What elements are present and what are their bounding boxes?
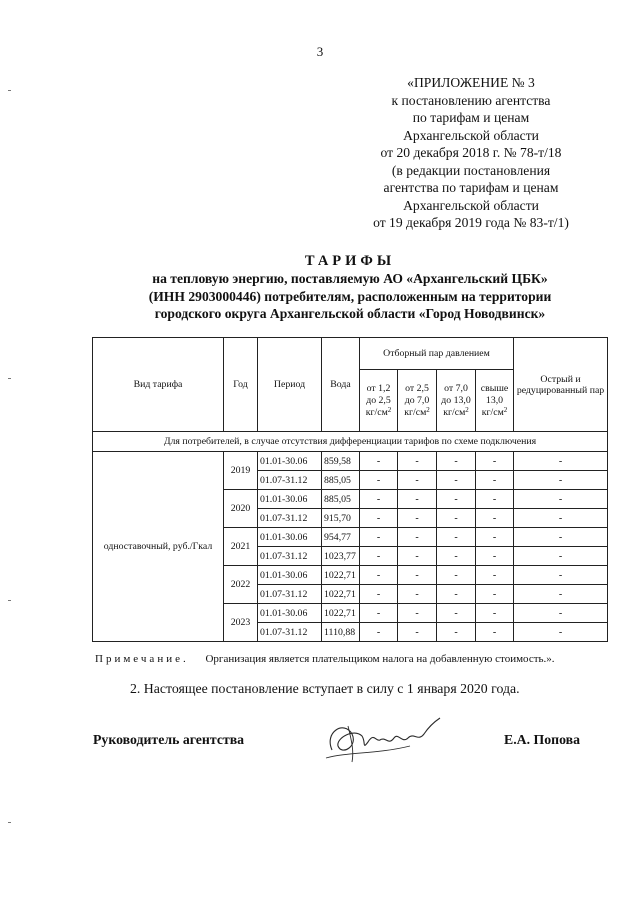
- empty-tariff-cell: -: [514, 547, 608, 566]
- header-steam-1: от 1,2 до 2,5 $кг/см^2$: [360, 370, 398, 432]
- title-line: городского округа Архангельской области «Город Новодвинск»: [154, 306, 546, 321]
- water-tariff-cell: 1022,71: [322, 566, 360, 585]
- empty-tariff-cell: -: [360, 623, 398, 642]
- table-row: [93, 452, 608, 471]
- empty-tariff-cell: -: [360, 452, 398, 471]
- empty-tariff-cell: -: [360, 604, 398, 623]
- section-label: Для потребителей, в случае отсутствия дифференциации тарифов по схеме подключения: [93, 432, 608, 452]
- period-cell: 01.07-31.12: [258, 547, 322, 566]
- header-steam-3: от 7,0 до 13,0 $кг/см^2$: [437, 370, 476, 432]
- empty-tariff-cell: -: [514, 585, 608, 604]
- period-cell: 01.01-30.06: [258, 528, 322, 547]
- scan-mark: [8, 378, 11, 379]
- empty-tariff-cell: -: [476, 509, 514, 528]
- period-cell: 01.01-30.06: [258, 490, 322, 509]
- empty-tariff-cell: -: [476, 452, 514, 471]
- tariff-type-cell: одноставочный, руб./Гкал: [93, 452, 224, 642]
- period-cell: 01.07-31.12: [258, 623, 322, 642]
- year-cell: 2019: [224, 452, 258, 490]
- empty-tariff-cell: -: [398, 509, 437, 528]
- title-line: (ИНН 2903000446) потребителям, расположенным на территории: [148, 288, 552, 304]
- period-cell: 01.01-30.06: [258, 566, 322, 585]
- empty-tariff-cell: -: [398, 547, 437, 566]
- header-tariff-type: Вид тарифа: [93, 338, 224, 432]
- period-cell: 01.01-30.06: [258, 452, 322, 471]
- empty-tariff-cell: -: [398, 585, 437, 604]
- empty-tariff-cell: -: [476, 566, 514, 585]
- empty-tariff-cell: -: [360, 528, 398, 547]
- empty-tariff-cell: -: [398, 604, 437, 623]
- empty-tariff-cell: -: [360, 490, 398, 509]
- empty-tariff-cell: -: [514, 566, 608, 585]
- year-cell: 2020: [224, 490, 258, 528]
- scan-mark: [8, 822, 11, 823]
- empty-tariff-cell: -: [437, 471, 476, 490]
- title-line: на тепловую энергию, поставляемую АО «Архангельский ЦБК»: [152, 271, 548, 286]
- header-steam-2: от 2,5 до 7,0 $кг/см^2$: [398, 370, 437, 432]
- empty-tariff-cell: -: [437, 490, 476, 509]
- empty-tariff-cell: -: [514, 509, 608, 528]
- year-cell: 2021: [224, 528, 258, 566]
- appendix-line: от 19 декабря 2019 года № 83-т/1): [373, 215, 569, 230]
- empty-tariff-cell: -: [437, 547, 476, 566]
- empty-tariff-cell: -: [514, 490, 608, 509]
- header-water: Вода: [322, 338, 360, 432]
- empty-tariff-cell: -: [360, 509, 398, 528]
- empty-tariff-cell: -: [514, 528, 608, 547]
- scan-mark: [8, 90, 11, 91]
- empty-tariff-cell: -: [514, 604, 608, 623]
- water-tariff-cell: 1023,77: [322, 547, 360, 566]
- table-note: [95, 653, 555, 665]
- empty-tariff-cell: -: [398, 623, 437, 642]
- header-steam-4: свыше 13,0 $кг/см^2$: [476, 370, 514, 432]
- handwritten-signature: [318, 712, 448, 764]
- empty-tariff-cell: -: [476, 604, 514, 623]
- empty-tariff-cell: -: [437, 623, 476, 642]
- empty-tariff-cell: -: [360, 566, 398, 585]
- empty-tariff-cell: -: [360, 547, 398, 566]
- empty-tariff-cell: -: [437, 585, 476, 604]
- appendix-line: к постановлению агентства: [391, 92, 551, 108]
- empty-tariff-cell: -: [476, 547, 514, 566]
- water-tariff-cell: 1022,71: [322, 604, 360, 623]
- water-tariff-cell: 885,05: [322, 490, 360, 509]
- appendix-header: [340, 74, 602, 232]
- paragraph-2: 2. Настоящее постановление вступает в силу с 1 января 2020 года.: [130, 681, 520, 696]
- tariff-table: [92, 337, 608, 642]
- water-tariff-cell: 1110,88: [322, 623, 360, 642]
- water-tariff-cell: 885,05: [322, 471, 360, 490]
- document-title: [60, 252, 640, 323]
- scan-mark: [8, 600, 11, 601]
- empty-tariff-cell: -: [398, 566, 437, 585]
- empty-tariff-cell: -: [476, 528, 514, 547]
- empty-tariff-cell: -: [398, 490, 437, 509]
- water-tariff-cell: 859,58: [322, 452, 360, 471]
- empty-tariff-cell: -: [476, 585, 514, 604]
- empty-tariff-cell: -: [360, 471, 398, 490]
- header-sharp-steam: Острый и редуцированный пар: [514, 338, 608, 432]
- signatory-position: Руководитель агентства: [93, 732, 245, 747]
- empty-tariff-cell: -: [398, 528, 437, 547]
- page-number: 3: [316, 44, 324, 59]
- period-cell: 01.07-31.12: [258, 471, 322, 490]
- empty-tariff-cell: -: [437, 452, 476, 471]
- empty-tariff-cell: -: [514, 452, 608, 471]
- header-period: Период: [258, 338, 322, 432]
- period-cell: 01.07-31.12: [258, 509, 322, 528]
- empty-tariff-cell: -: [360, 585, 398, 604]
- appendix-line: Архангельской области: [403, 127, 539, 143]
- empty-tariff-cell: -: [476, 490, 514, 509]
- note-text: Организация является плательщиком налога на добавленную стоимость.».: [205, 653, 555, 665]
- water-tariff-cell: 1022,71: [322, 585, 360, 604]
- note-label: Примечание.: [95, 653, 189, 665]
- appendix-line: по тарифам и ценам: [412, 110, 530, 125]
- year-cell: 2023: [224, 604, 258, 642]
- title-heading: ТАРИФЫ: [304, 253, 396, 269]
- appendix-line: от 20 декабря 2018 г. № 78-т/18: [380, 145, 562, 160]
- water-tariff-cell: 915,70: [322, 509, 360, 528]
- empty-tariff-cell: -: [514, 623, 608, 642]
- appendix-line: «ПРИЛОЖЕНИЕ № 3: [407, 75, 535, 90]
- period-cell: 01.01-30.06: [258, 604, 322, 623]
- empty-tariff-cell: -: [476, 623, 514, 642]
- appendix-line: агентства по тарифам и ценам: [383, 180, 559, 195]
- appendix-line: (в редакции постановления: [391, 162, 551, 178]
- empty-tariff-cell: -: [437, 604, 476, 623]
- appendix-line: Архангельской области: [403, 197, 539, 213]
- water-tariff-cell: 954,77: [322, 528, 360, 547]
- signatory-name: Е.А. Попова: [504, 732, 580, 747]
- header-year: Год: [224, 338, 258, 432]
- empty-tariff-cell: -: [437, 509, 476, 528]
- empty-tariff-cell: -: [398, 471, 437, 490]
- empty-tariff-cell: -: [437, 566, 476, 585]
- header-steam-group: Отборный пар давлением: [360, 338, 514, 370]
- empty-tariff-cell: -: [476, 471, 514, 490]
- empty-tariff-cell: -: [437, 528, 476, 547]
- empty-tariff-cell: -: [398, 452, 437, 471]
- year-cell: 2022: [224, 566, 258, 604]
- period-cell: 01.07-31.12: [258, 585, 322, 604]
- empty-tariff-cell: -: [514, 471, 608, 490]
